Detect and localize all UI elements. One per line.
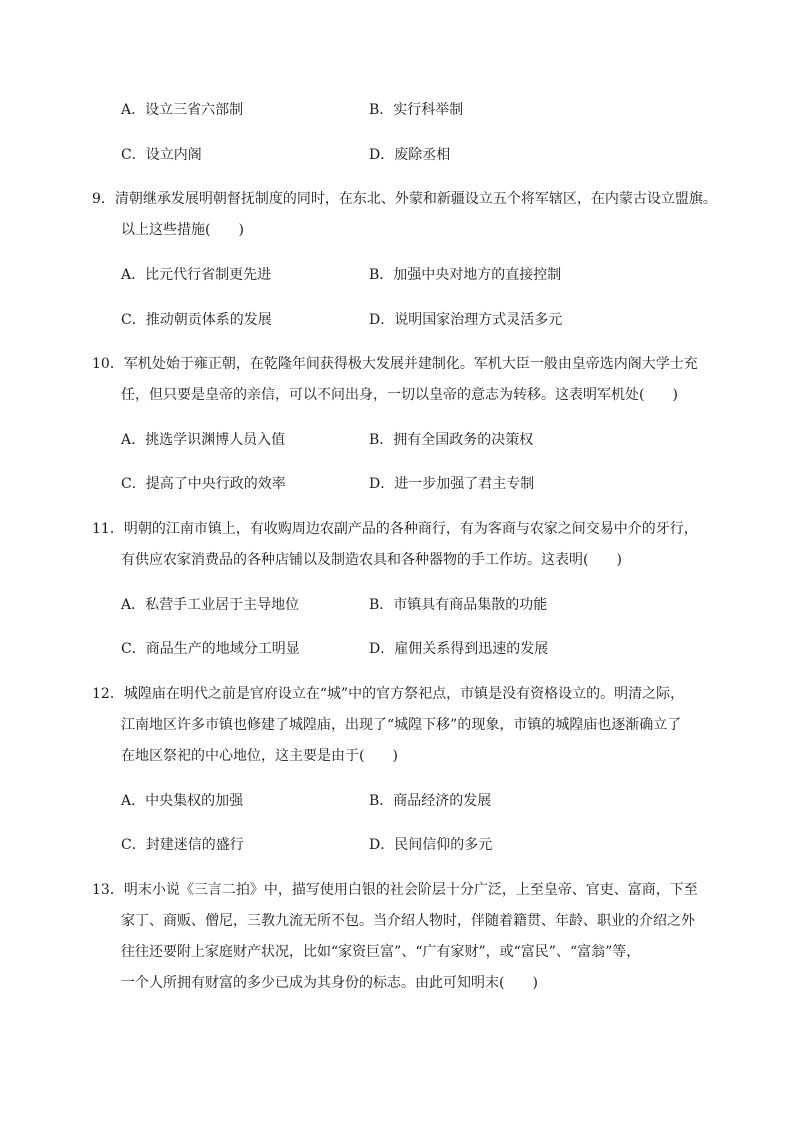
q12-option-b: B．商品经济的发展	[369, 793, 492, 809]
q9-stem-line-1: 9．清朝继承发展明朝督抚制度的同时，在东北、外蒙和新疆设立五个将军辖区，在内蒙古设立盟旗。	[92, 191, 717, 207]
q10-option-d: D．进一步加强了君主专制	[369, 476, 535, 492]
q9-stem-line-2: 以上这些措施( )	[121, 222, 244, 238]
q9-option-d: D．说明国家治理方式灵活多元	[369, 312, 563, 328]
q8-option-c: C．设立内阁	[121, 147, 202, 163]
q11-stem-line-2: 有供应农家消费品的各种店铺以及制造农具和各种器物的手工作坊。这表明( )	[121, 552, 622, 568]
q12-stem-line-3: 在地区祭祀的中心地位，这主要是由于( )	[121, 748, 398, 764]
q13-stem-line-4: 一个人所拥有财富的多少已成为其身份的标志。由此可知明末( )	[121, 975, 538, 991]
q10-option-b: B．拥有全国政务的决策权	[369, 432, 534, 448]
q10-option-a: A．挑选学识渊博人员入值	[121, 432, 286, 448]
q10-stem-line-2: 任，但只要是皇帝的亲信，可以不问出身，一切以皇帝的意志为转移。这表明军机处( )	[121, 387, 678, 403]
q8-option-d: D．废除丞相	[369, 147, 451, 163]
q9-option-c: C．推动朝贡体系的发展	[121, 312, 272, 328]
q10-stem-line-1: 10．军机处始于雍正朝，在乾隆年间获得极大发展并建制化。军机大臣一般由皇帝选内阁大学士充	[92, 356, 698, 372]
q12-option-d: D．民间信仰的多元	[369, 837, 493, 853]
q9-option-a: A．比元代行省制更先进	[121, 267, 272, 283]
q8-option-b: B．实行科举制	[369, 102, 464, 118]
q13-stem-line-2: 家丁、商贩、僧尼，三教九流无所不包。当介绍人物时，伴随着籍贯、年龄、职业的介绍之外	[121, 913, 695, 929]
q11-option-d: D．雇佣关系得到迅速的发展	[369, 641, 549, 657]
q8-option-a: A．设立三省六部制	[121, 102, 244, 118]
q9-option-b: B．加强中央对地方的直接控制	[369, 267, 562, 283]
q12-option-a: A．中央集权的加强	[121, 793, 244, 809]
q11-option-a: A．私营手工业居于主导地位	[121, 597, 300, 613]
q13-stem-line-3: 往往还要附上家庭财产状况，比如“家资巨富”、“广有家财”，或“富民”、“富翁”等，	[121, 944, 641, 960]
q11-stem-line-1: 11．明朝的江南市镇上，有收购周边农副产品的各种商行，有为客商与农家之间交易中介的牙行，	[92, 521, 698, 537]
q12-option-c: C．封建迷信的盛行	[121, 837, 244, 853]
q13-stem-line-1: 13．明末小说《三言二拍》中，描写使用白银的社会阶层十分广泛，上至皇帝、官吏、富商，下至	[92, 882, 698, 898]
q12-stem-line-2: 江南地区许多市镇也修建了城隍庙，出现了“城隍下移”的现象，市镇的城隍庙也逐渐确立了	[121, 717, 682, 733]
q11-option-c: C．商品生产的地域分工明显	[121, 641, 300, 657]
q10-option-c: C．提高了中央行政的效率	[121, 476, 286, 492]
q12-stem-line-1: 12．城隍庙在明代之前是官府设立在“城”中的官方祭祀点，市镇是没有资格设立的。明清之际，	[92, 686, 685, 702]
q11-option-b: B．市镇具有商品集散的功能	[369, 597, 548, 613]
